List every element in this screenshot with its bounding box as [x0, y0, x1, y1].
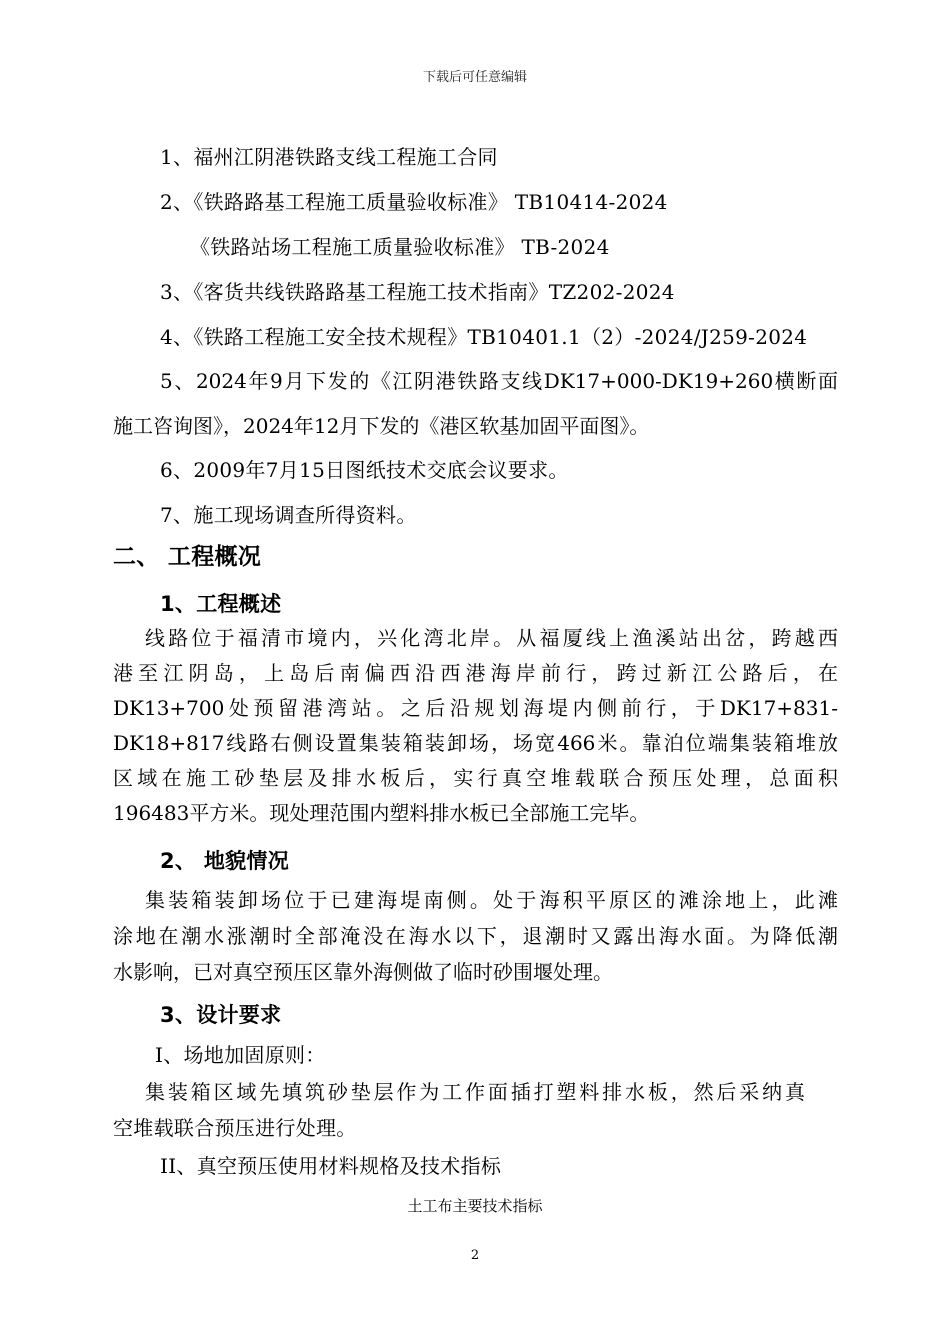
reference-5-line-2: 施工咨询图》，2024年12月下发的《港区软基加固平面图》。 — [113, 414, 650, 438]
overview-line-4: DK18+817线路右侧设置集装箱装卸场，场宽466米。靠泊位端集装箱堆放 — [113, 731, 838, 755]
terrain-line-1: 集装箱装卸场位于已建海堤南侧。处于海积平原区的滩涂地上，此滩 — [145, 888, 838, 912]
overview-line-3: DK13+700处预留港湾站。之后沿规划海堤内侧前行，于DK17+831- — [113, 696, 838, 720]
overview-line-6: 196483平方米。现处理范围内塑料排水板已全部施工完毕。 — [113, 801, 650, 825]
reference-1: 1、福州江阴港铁路支线工程施工合同 — [160, 145, 498, 169]
reference-3: 3、《客货共线铁路路基工程施工技术指南》TZ202-2024 — [160, 280, 675, 304]
table-caption: 土工布主要技术指标 — [407, 1197, 543, 1215]
reference-5-line-1: 5、2024年9月下发的《江阴港铁路支线DK17+000-DK19+260横断面 — [160, 369, 838, 393]
design-item-1: I、场地加固原则： — [155, 1043, 326, 1067]
reference-2: 2、《铁路路基工程施工质量验收标准》 TB10414-2024 — [160, 190, 668, 214]
page-header: 下载后可任意编辑 — [422, 70, 527, 85]
design-item-1-line-2: 空堆载联合预压进行处理。 — [113, 1116, 357, 1140]
terrain-line-3: 水影响，已对真空预压区靠外海侧做了临时砂围堰处理。 — [113, 960, 613, 984]
terrain-line-2: 涂地在潮水涨潮时全部淹没在海水以下，退潮时又露出海水面。为降低潮 — [113, 924, 838, 948]
overview-line-1: 线路位于福清市境内，兴化湾北岸。从福厦线上渔溪站出岔，跨越西 — [145, 626, 838, 650]
reference-2b: 《铁路站场工程施工质量验收标准》 TB-2024 — [190, 235, 610, 259]
design-item-2: II、真空预压使用材料规格及技术指标 — [160, 1154, 502, 1178]
page-number: 2 — [470, 1248, 480, 1263]
section-2-heading: 二、 工程概况 — [113, 544, 262, 570]
section-2-2-heading: 2、 地貌情况 — [160, 849, 290, 873]
reference-7: 7、施工现场调查所得资料。 — [160, 503, 417, 527]
reference-4: 4、《铁路工程施工安全技术规程》TB10401.1（2）-2024/J259-2024 — [160, 325, 808, 349]
section-2-3-heading: 3、设计要求 — [160, 1003, 282, 1027]
overview-line-5: 区域在施工砂垫层及排水板后，实行真空堆载联合预压处理，总面积 — [113, 766, 838, 790]
reference-6: 6、2009年7月15日图纸技术交底会议要求。 — [160, 458, 569, 482]
overview-line-2: 港至江阴岛，上岛后南偏西沿西港海岸前行，跨过新江公路后，在 — [113, 661, 838, 685]
design-item-1-line-1: 集装箱区域先填筑砂垫层作为工作面插打塑料排水板，然后采纳真 — [145, 1080, 805, 1104]
section-2-1-heading: 1、工程概述 — [160, 592, 282, 616]
